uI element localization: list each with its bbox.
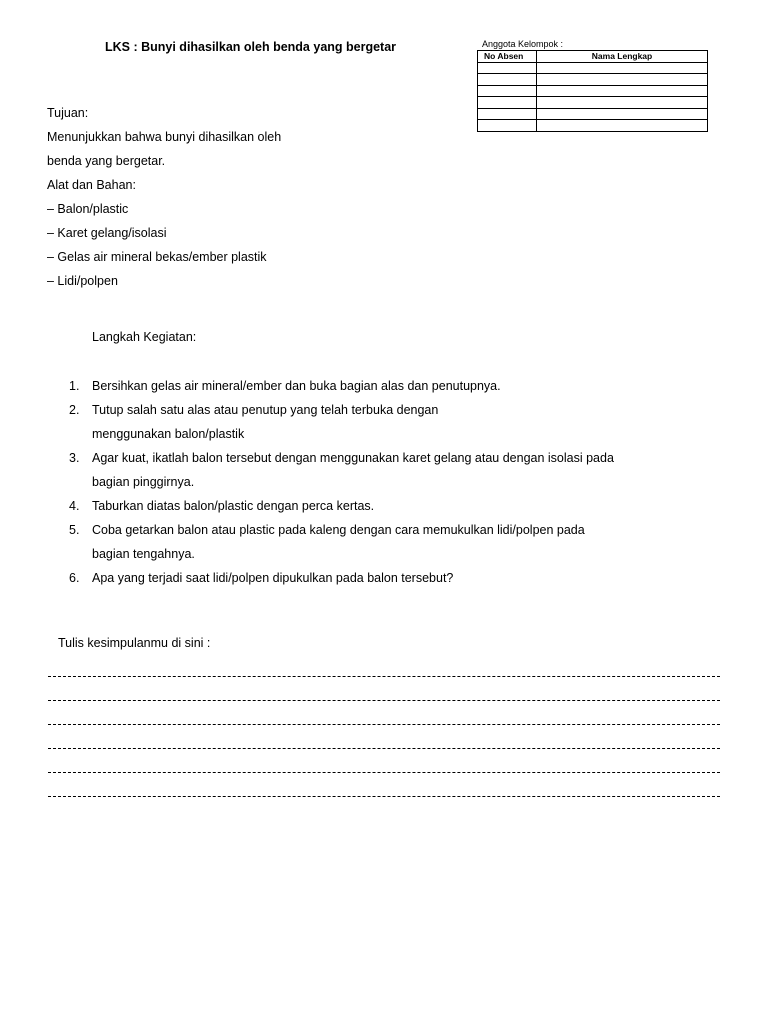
step-text-continued: menggunakan balon/plastik: [92, 427, 245, 441]
step-number: 1.: [69, 379, 80, 393]
table-row[interactable]: [478, 85, 708, 97]
table-cell[interactable]: [478, 85, 537, 97]
step-text: Bersihkan gelas air mineral/ember dan buka bagian alas dan penutupnya.: [92, 379, 501, 393]
answer-line[interactable]: [48, 676, 720, 677]
worksheet-title: LKS : Bunyi dihasilkan oleh benda yang bergetar: [105, 40, 397, 54]
header-no-absen: No Absen: [478, 51, 537, 63]
table-cell[interactable]: [478, 108, 537, 120]
conclusion-label: Tulis kesimpulanmu di sini :: [58, 636, 211, 650]
table-cell[interactable]: [537, 62, 708, 74]
table-cell[interactable]: [537, 97, 708, 109]
answer-line[interactable]: [48, 796, 720, 797]
table-header-row: [478, 51, 708, 63]
header-nama-lengkap: Nama Lengkap: [537, 51, 708, 63]
materials-item: – Gelas air mineral bekas/ember plastik: [47, 250, 267, 264]
objective-line-2: benda yang bergetar.: [47, 154, 166, 168]
steps-heading: Langkah Kegiatan:: [92, 330, 197, 344]
answer-line[interactable]: [48, 700, 720, 701]
materials-heading: Alat dan Bahan:: [47, 178, 136, 192]
materials-item: – Balon/plastic: [47, 202, 129, 216]
table-cell[interactable]: [537, 74, 708, 86]
group-members-label: Anggota Kelompok :: [482, 39, 564, 49]
materials-item: – Lidi/polpen: [47, 274, 118, 288]
step-number: 2.: [69, 403, 80, 417]
group-members-table: [477, 50, 708, 132]
table-cell[interactable]: [478, 97, 537, 109]
table-row[interactable]: [478, 120, 708, 132]
table-cell[interactable]: [478, 120, 537, 132]
step-text-continued: bagian tengahnya.: [92, 547, 195, 561]
step-text-continued: bagian pinggirnya.: [92, 475, 195, 489]
step-text: Tutup salah satu alas atau penutup yang telah terbuka dengan: [92, 403, 439, 417]
objective-heading: Tujuan:: [47, 106, 89, 120]
step-text: Taburkan diatas balon/plastic dengan perca kertas.: [92, 499, 375, 513]
table-cell[interactable]: [537, 120, 708, 132]
step-number: 4.: [69, 499, 80, 513]
answer-line[interactable]: [48, 772, 720, 773]
step-text: Agar kuat, ikatlah balon tersebut dengan menggunakan karet gelang atau dengan isolasi pada: [92, 451, 614, 465]
step-number: 6.: [69, 571, 80, 585]
step-text: Apa yang terjadi saat lidi/polpen dipukulkan pada balon tersebut?: [92, 571, 454, 585]
table-cell[interactable]: [537, 85, 708, 97]
answer-line[interactable]: [48, 748, 720, 749]
table-cell[interactable]: [478, 62, 537, 74]
step-number: 5.: [69, 523, 80, 537]
table-row[interactable]: [478, 97, 708, 109]
table-cell[interactable]: [478, 74, 537, 86]
materials-item: – Karet gelang/isolasi: [47, 226, 167, 240]
table-row[interactable]: [478, 74, 708, 86]
table-row[interactable]: [478, 108, 708, 120]
objective-line-1: Menunjukkan bahwa bunyi dihasilkan oleh: [47, 130, 282, 144]
step-text: Coba getarkan balon atau plastic pada kaleng dengan cara memukulkan lidi/polpen pada: [92, 523, 585, 537]
step-number: 3.: [69, 451, 80, 465]
table-row[interactable]: [478, 62, 708, 74]
table-cell[interactable]: [537, 108, 708, 120]
answer-line[interactable]: [48, 724, 720, 725]
